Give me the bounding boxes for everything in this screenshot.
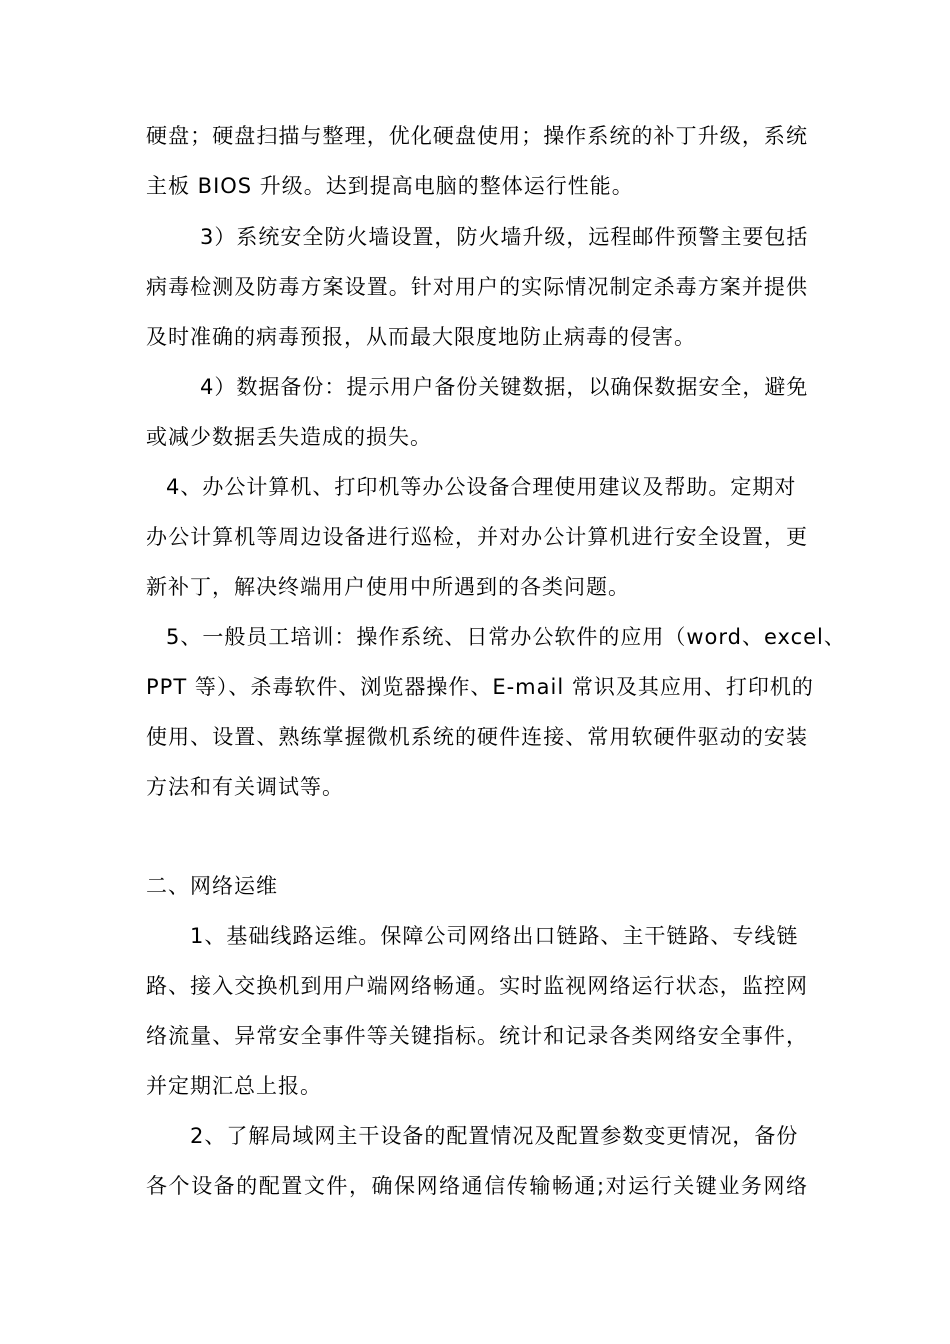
p6-line-4: 并定期汇总上报。 <box>146 1074 322 1098</box>
p5-line-3: 使用、设置、熟练掌握微机系统的硬件连接、常用软硬件驱动的安装 <box>146 725 808 749</box>
p1-line-2: 主板 BIOS 升级。达到提高电脑的整体运行性能。 <box>146 174 634 198</box>
p4-line-2: 办公计算机等周边设备进行巡检，并对办公计算机进行安全设置，更 <box>146 525 808 549</box>
p6-line-2: 路、接入交换机到用户端网络畅通。实时监视网络运行状态，监控网 <box>146 974 808 998</box>
p2-line-1: 3）系统安全防火墙设置，防火墙升级，远程邮件预警主要包括 <box>200 225 809 249</box>
p3-line-2: 或减少数据丢失造成的损失。 <box>146 425 432 449</box>
p4-line-1: 4、办公计算机、打印机等办公设备合理使用建议及帮助。定期对 <box>166 475 797 499</box>
p6-line-3: 络流量、异常安全事件等关键指标。统计和记录各类网络安全事件， <box>146 1024 808 1048</box>
p1-line-1: 硬盘；硬盘扫描与整理，优化硬盘使用；操作系统的补丁升级，系统 <box>146 124 808 148</box>
section-heading: 二、网络运维 <box>146 874 278 898</box>
p7-line-1: 2、了解局域网主干设备的配置情况及配置参数变更情况，备份 <box>190 1124 799 1148</box>
p2-line-2: 病毒检测及防毒方案设置。针对用户的实际情况制定杀毒方案并提供 <box>146 275 808 299</box>
p5-line-2: PPT 等）、杀毒软件、浏览器操作、E-mail 常识及其应用、打印机的 <box>146 675 814 699</box>
p6-line-1: 1、基础线路运维。保障公司网络出口链路、主干链路、专线链 <box>190 924 799 948</box>
p5-line-1: 5、一般员工培训：操作系统、日常办公软件的应用（word、excel、 <box>166 625 846 649</box>
p3-line-1: 4）数据备份：提示用户备份关键数据，以确保数据安全，避免 <box>200 375 809 399</box>
p4-line-3: 新补丁，解决终端用户使用中所遇到的各类问题。 <box>146 575 630 599</box>
p5-line-4: 方法和有关调试等。 <box>146 775 344 799</box>
p2-line-3: 及时准确的病毒预报，从而最大限度地防止病毒的侵害。 <box>146 325 696 349</box>
p7-line-2: 各个设备的配置文件，确保网络通信传输畅通;对运行关键业务网络 <box>146 1174 808 1198</box>
